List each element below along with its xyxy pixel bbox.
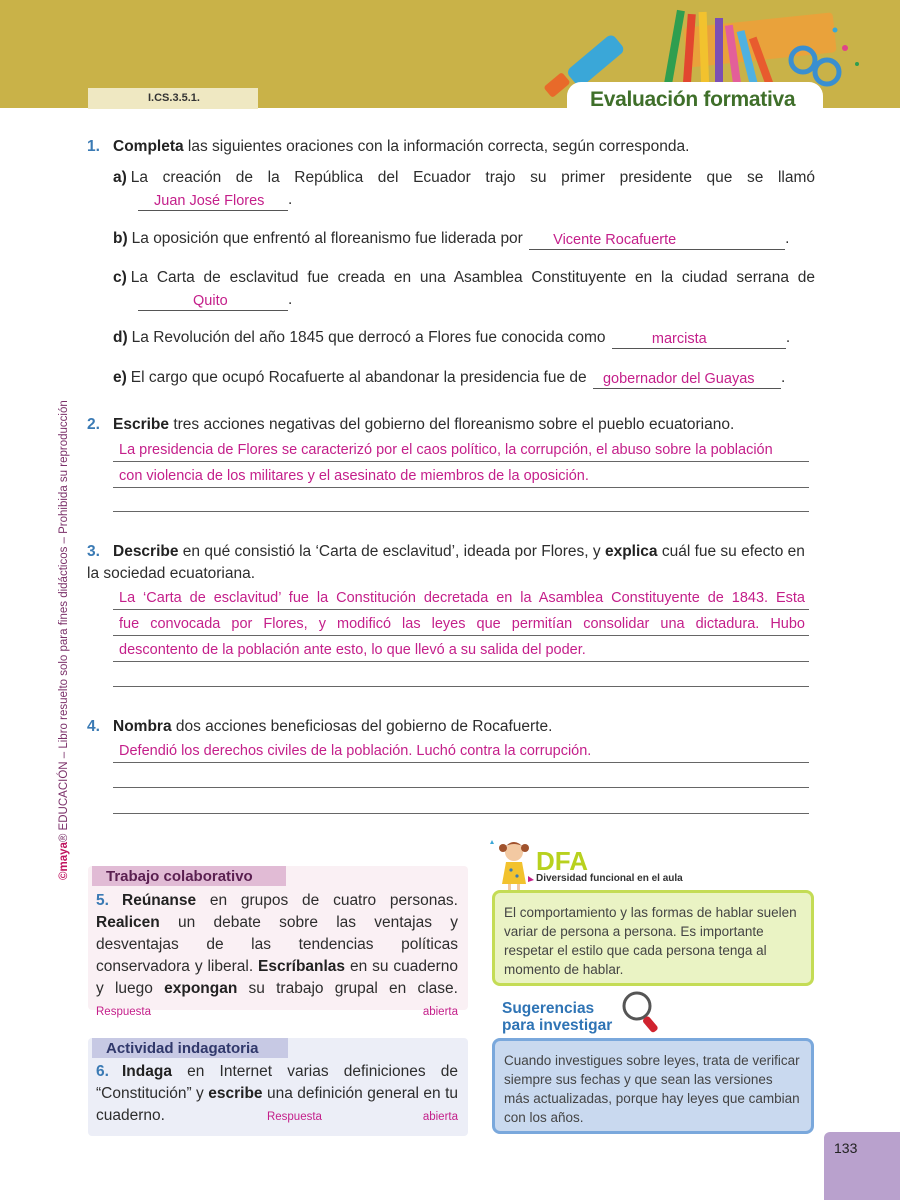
question-number: 1. bbox=[87, 138, 100, 155]
item-letter: d) bbox=[113, 329, 128, 346]
item-end: . bbox=[288, 291, 293, 308]
item-end: . bbox=[288, 191, 293, 208]
answer-line[interactable]: fue convocada por Flores, y modificó las leyes que permitían consolidar una dictadura. Hubo bbox=[113, 614, 809, 636]
dfa-card: El comportamiento y las formas de hablar suelen variar de persona a persona. Es importante respetar el estilo que cada persona tenga al momento de hablar. bbox=[492, 890, 814, 986]
answer-line[interactable]: La presidencia de Flores se caracterizó por el caos político, la corrupción, el abuso sobre la población bbox=[113, 440, 809, 462]
instruction-text: dos acciones beneficiosas del gobierno de Rocafuerte. bbox=[171, 718, 553, 735]
answer-line[interactable]: con violencia de los militares y el asesinato de miembros de la oposición. bbox=[113, 466, 809, 488]
question-5 bbox=[96, 890, 458, 1023]
answer-blank[interactable]: marcista bbox=[612, 330, 786, 349]
answer-line[interactable] bbox=[113, 792, 809, 814]
copyright-side-note bbox=[58, 310, 70, 880]
question-number: 3. bbox=[87, 543, 100, 560]
page-number: 133 bbox=[824, 1132, 900, 1200]
inquiry-activity-title: Actividad indagatoria bbox=[92, 1038, 288, 1058]
answer-blank[interactable]: Vicente Rocafuerte bbox=[529, 231, 785, 250]
item-1e bbox=[113, 367, 815, 389]
question-2 bbox=[87, 414, 817, 436]
question-number: 6. bbox=[96, 1063, 109, 1080]
instruction-text: en grupos de cuatro personas. bbox=[196, 892, 458, 909]
instruction-verb: Nombra bbox=[113, 718, 172, 735]
instruction-text: tres acciones negativas del gobierno del floreanismo sobre el pueblo ecuatoriano. bbox=[169, 416, 735, 433]
item-1a-answer-row bbox=[138, 189, 292, 211]
suggestions-card: Cuando investigues sobre leyes, trata de verificar siempre sus fechas y que sean las versiones más actualizadas, porque hay leyes que cambian con los años. bbox=[492, 1038, 814, 1134]
instruction-text: en Internet varias definiciones de “Constitución” y bbox=[96, 1063, 458, 1102]
suggestions-title-line: Sugerencias bbox=[502, 1000, 595, 1017]
item-1b bbox=[113, 228, 815, 250]
item-end: . bbox=[785, 230, 790, 247]
curriculum-code: I.CS.3.5.1. bbox=[88, 88, 258, 109]
suggestions-title bbox=[502, 1000, 612, 1034]
item-end: . bbox=[785, 329, 791, 346]
answer-line[interactable]: descontento de la población ante esto, lo que llevó a su salida del poder. bbox=[113, 640, 809, 662]
item-text: La creación de la República del Ecuador trajo su primer presidente que se llamó bbox=[130, 169, 815, 186]
instruction-text: su trabajo grupal en clase. bbox=[237, 980, 458, 997]
magnifier-icon bbox=[618, 988, 664, 1034]
answer-line[interactable]: La ‘Carta de esclavitud’ fue la Constitución decretada en la Asamblea Constituyente de 1843. Esta bbox=[113, 588, 809, 610]
instruction-text: una definición general en tu cuaderno. bbox=[96, 1085, 458, 1124]
item-text: La oposición que enfrentó al floreanismo fue liderada por bbox=[131, 230, 523, 247]
answer-line[interactable] bbox=[113, 665, 809, 687]
instruction-verb: explica bbox=[604, 543, 658, 560]
question-number: 4. bbox=[87, 718, 100, 735]
question-number: 5. bbox=[96, 892, 109, 909]
instruction-verb: Completa bbox=[113, 138, 184, 155]
item-text: La Revolución del año 1845 que derrocó a Flores fue conocida como bbox=[131, 329, 606, 346]
question-1 bbox=[87, 136, 817, 158]
item-text: El cargo que ocupó Rocafuerte al abandonar la presidencia fue de bbox=[130, 369, 587, 386]
answer-line[interactable] bbox=[113, 490, 809, 512]
dfa-subtitle: Diversidad funcional en el aula bbox=[536, 873, 683, 884]
item-1c bbox=[113, 267, 815, 289]
answer-blank[interactable]: gobernador del Guayas bbox=[593, 370, 781, 389]
publisher-brand: ©maya bbox=[58, 842, 70, 880]
instruction-verb: Escribe bbox=[113, 416, 170, 433]
answer-line[interactable] bbox=[113, 766, 809, 788]
question-number: 2. bbox=[87, 416, 100, 433]
instruction-text: cuál fue su efecto en la sociedad ecuatoriana. bbox=[87, 543, 805, 582]
copyright-text: ® EDUCACIÓN – Libro resuelto solo para fines didácticos – Prohibida su reproducción bbox=[58, 400, 70, 843]
item-letter: b) bbox=[113, 230, 128, 247]
instruction-text: un debate sobre las ventajas y desventajas de las tendencias políticas conservadora y liberal. bbox=[96, 914, 458, 975]
question-3 bbox=[87, 541, 817, 585]
item-1d bbox=[113, 327, 815, 349]
item-end: . bbox=[780, 369, 786, 386]
collaborative-work-title: Trabajo colaborativo bbox=[92, 866, 286, 886]
instruction-text: en su cuaderno y luego bbox=[96, 958, 459, 997]
answer-blank[interactable]: Juan José Flores bbox=[138, 192, 288, 211]
question-6 bbox=[96, 1061, 458, 1128]
instruction-verb: Describe bbox=[113, 543, 179, 560]
item-text: La Carta de esclavitud fue creada en una Asamblea Constituyente en la ciudad serrana de bbox=[130, 269, 815, 286]
instruction-verb: Realicen bbox=[96, 914, 160, 931]
answer-line[interactable]: Defendió los derechos civiles de la población. Luchó contra la corrupción. bbox=[113, 741, 809, 763]
open-answer-note: Respuesta abierta bbox=[266, 1111, 458, 1123]
instruction-text: en qué consistió la ‘Carta de esclavitud’, ideada por Flores, y bbox=[178, 543, 605, 560]
item-letter: c) bbox=[113, 269, 127, 286]
open-answer-note: Respuesta abierta bbox=[96, 1006, 458, 1018]
instruction-verb: escribe bbox=[208, 1085, 263, 1102]
suggestions-title-line: para investigar bbox=[502, 1017, 613, 1034]
dfa-logo: DFA bbox=[536, 846, 588, 876]
instruction-verb: Indaga bbox=[122, 1063, 172, 1080]
item-1a bbox=[113, 167, 815, 189]
instruction-text: las siguientes oraciones con la información correcta, según corresponda. bbox=[183, 138, 690, 155]
item-letter: a) bbox=[113, 169, 127, 186]
item-1c-answer-row bbox=[138, 289, 292, 311]
page-title: Evaluación formativa bbox=[590, 88, 796, 111]
instruction-verb: expongan bbox=[164, 980, 238, 997]
girl-illustration-icon bbox=[484, 836, 540, 892]
item-letter: e) bbox=[113, 369, 127, 386]
instruction-verb: Escríbanlas bbox=[258, 958, 346, 975]
answer-blank[interactable]: Quito bbox=[138, 292, 288, 311]
instruction-verb: Reúnanse bbox=[122, 892, 197, 909]
question-4 bbox=[87, 716, 817, 738]
